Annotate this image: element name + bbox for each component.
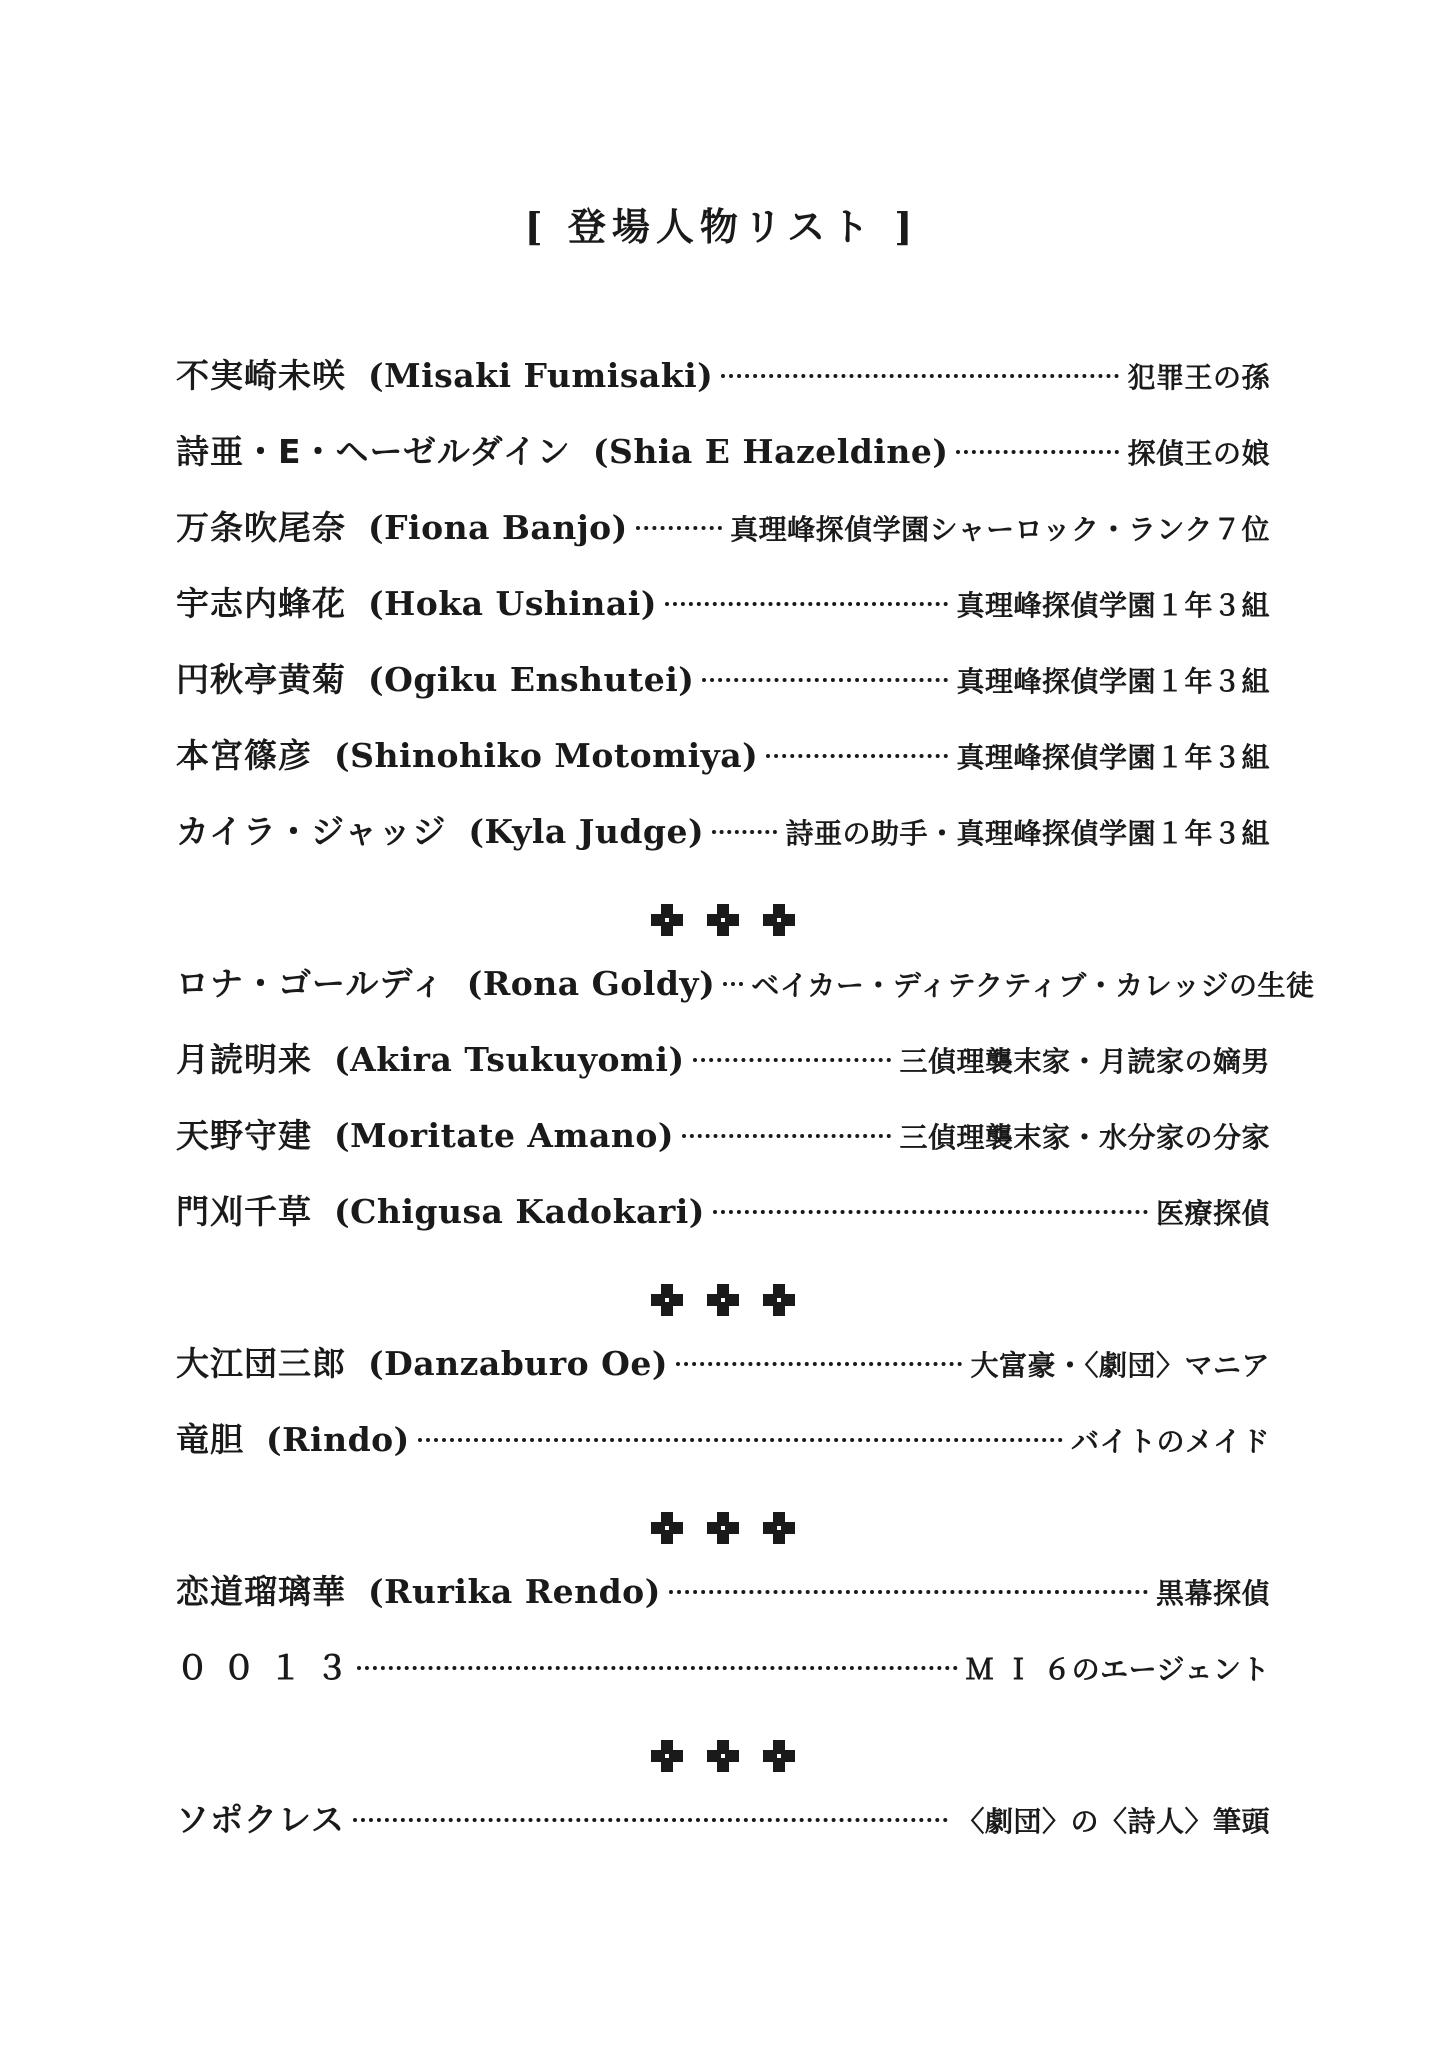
character-role: 三偵理襲末家・水分家の分家 [899,1121,1270,1154]
character-role: 探偵王の娘 [1127,437,1270,470]
cross-ornament-icon [762,1739,796,1773]
dot-leader [712,830,777,834]
dot-leader [956,450,1119,454]
character-romaji: (Rurika Rendo) [368,1572,661,1611]
cross-ornament-icon [706,1283,740,1317]
character-role: ベイカー・ディテクティブ・カレッジの生徒 [751,969,1315,1002]
page-title: [ 登場人物リスト ] [524,204,919,249]
character-romaji: (Shia E Hazeldine) [592,432,949,471]
cross-ornament-icon [706,1739,740,1773]
character-name: ソポクレス [176,1800,346,1839]
character-romaji: (Akira Tsukuyomi) [334,1040,685,1079]
section-divider [176,1490,1270,1566]
cross-ornament-icon [650,1739,684,1773]
character-name: 万条吹尾奈 [176,508,346,547]
character-entry [176,1566,1270,1642]
character-name: 竜胆 [176,1420,244,1459]
character-name: 円秋亭黄菊 [176,660,346,699]
cross-ornament-icon [650,903,684,937]
cross-ornament-icon [762,1511,796,1545]
dot-leader [693,1058,892,1062]
character-romaji: (Rona Goldy) [466,964,716,1003]
character-romaji: (Ogiku Enshutei) [368,660,695,699]
cross-ornament-icon [762,903,796,937]
character-entry [176,730,1270,806]
cross-ornament-icon [762,1283,796,1317]
character-role: 黒幕探偵 [1155,1577,1270,1610]
dot-leader [721,374,1119,378]
character-name: ０ ０ １ ３ [176,1648,350,1687]
character-romaji: (Fiona Banjo) [368,508,628,547]
character-romaji: (Chigusa Kadokari) [334,1192,705,1231]
section-divider [176,1262,1270,1338]
character-entry [176,426,1270,502]
character-romaji: (Danzaburo Oe) [368,1344,669,1383]
character-role: 〈劇団〉の〈詩人〉筆頭 [956,1805,1270,1838]
character-romaji: (Kyla Judge) [468,812,705,851]
character-name: 不実崎未咲 [176,356,346,395]
character-romaji: (Shinohiko Motomiya) [334,736,759,775]
dot-leader [357,1666,957,1670]
character-role: 医療探偵 [1155,1197,1270,1230]
cross-ornament-icon [706,903,740,937]
section-divider [176,1718,1270,1794]
character-entry [176,1338,1270,1414]
character-entry [176,1110,1270,1186]
dot-leader [766,754,948,758]
character-name: カイラ・ジャッジ [176,812,447,851]
dot-leader [713,1210,1148,1214]
character-entry [176,1186,1270,1262]
character-name: 恋道瑠璃華 [176,1572,346,1611]
character-entry [176,1794,1270,1870]
character-entry [176,654,1270,730]
dot-leader [665,602,949,606]
character-role: バイトのメイド [1071,1425,1270,1458]
character-name: 詩亜・E・ヘーゼルダイン [176,432,571,471]
dot-leader [636,526,722,530]
dot-leader [418,1438,1063,1442]
character-name: 宇志内蜂花 [176,584,346,623]
character-entry [176,806,1270,882]
cross-ornament-icon [650,1511,684,1545]
character-entry [176,1414,1270,1490]
character-list [176,350,1315,1870]
character-role: 真理峰探偵学園１年３組 [956,589,1270,622]
character-role: 詩亜の助手・真理峰探偵学園１年３組 [785,817,1270,850]
character-entry [176,958,1315,1034]
character-role: 真理峰探偵学園１年３組 [956,665,1270,698]
character-role: 犯罪王の孫 [1127,361,1270,394]
character-role: 真理峰探偵学園シャーロック・ランク７位 [730,513,1270,546]
character-name: 天野守建 [176,1116,312,1155]
dot-leader [723,982,743,986]
character-entry [176,350,1270,426]
dot-leader [669,1590,1148,1594]
character-romaji: (Moritate Amano) [334,1116,674,1155]
character-entry [176,1034,1270,1110]
character-name: 本宮篠彦 [176,736,312,775]
character-romaji: (Rindo) [266,1420,410,1459]
cross-ornament-icon [650,1283,684,1317]
dot-leader [676,1362,962,1366]
character-name: 門刈千草 [176,1192,312,1231]
cross-ornament-icon [706,1511,740,1545]
character-role: Ｍ Ｉ ６のエージェント [965,1653,1270,1686]
character-name: 大江団三郎 [176,1344,346,1383]
dot-leader [702,678,948,682]
character-entry [176,1642,1270,1718]
dot-leader [353,1818,948,1822]
character-romaji: (Misaki Fumisaki) [368,356,714,395]
character-romaji: (Hoka Ushinai) [368,584,657,623]
character-entry [176,578,1270,654]
character-role: 真理峰探偵学園１年３組 [956,741,1270,774]
dot-leader [682,1134,892,1138]
character-name: 月読明来 [176,1040,312,1079]
character-name: ロナ・ゴールディ [176,964,445,1003]
character-entry [176,502,1270,578]
character-role: 大富豪・〈劇団〉マニア [970,1349,1270,1382]
section-divider [176,882,1270,958]
character-role: 三偵理襲末家・月読家の嫡男 [899,1045,1270,1078]
